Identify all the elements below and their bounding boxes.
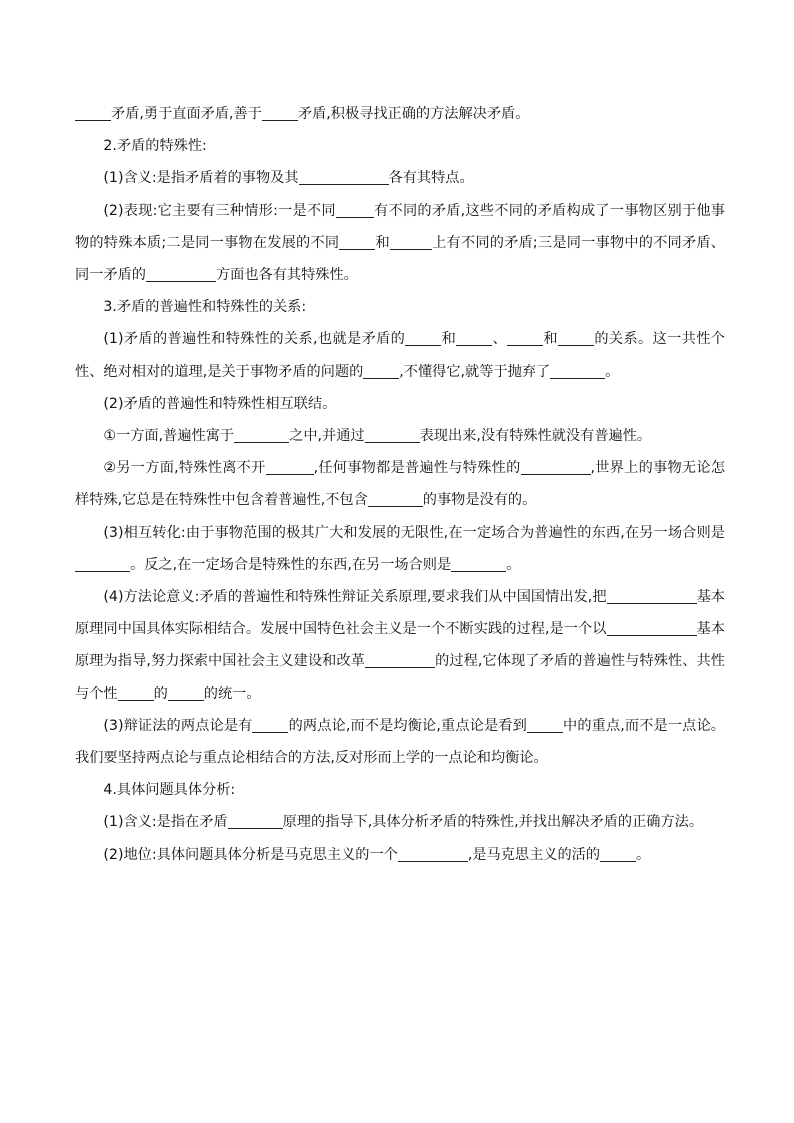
text-segment: 中的重点,而不是一点论。我们要坚持两点论与重点论相结合的方法,反对形而上学的一点论和均衡论。 (75, 717, 725, 767)
text-segment: 矛盾,勇于直面矛盾,善于 (111, 106, 262, 122)
text-segment: 方面也各有其特殊性。 (215, 267, 358, 284)
fill-blank[interactable] (363, 362, 399, 379)
paragraph-3-2a (75, 420, 725, 452)
paragraph-3-1 (75, 323, 725, 387)
text-segment: 的关系。这一共性个性、绝对相对的道理,是关于事物矛盾的问题的 (75, 331, 725, 380)
text-segment: 的两点论,而不是均衡论,重点论是看到 (288, 717, 527, 734)
text-segment: (1)含义:是指在矛盾 (103, 814, 228, 831)
text-segment: 表现出来,没有特殊性就没有普遍性。 (419, 428, 652, 445)
fill-blank[interactable] (600, 845, 636, 862)
paragraph-3-3 (75, 517, 725, 581)
text-segment: ①一方面,普遍性寓于 (103, 428, 235, 445)
fill-blank[interactable] (521, 458, 591, 475)
paragraph-3-4 (75, 581, 725, 710)
text-segment: 、 (492, 331, 508, 348)
fill-blank[interactable] (390, 233, 432, 250)
text-segment: 上有不同的矛盾;三是同一事物中的不同矛盾、同一矛盾的 (75, 234, 725, 284)
text-segment: ,是马克思主义的活的 (467, 846, 601, 863)
text-segment: 和 (375, 234, 390, 251)
text-segment: (1)含义:是指矛盾着的事物及其 (103, 170, 299, 187)
text-segment: (3)辩证法的两点论是有 (103, 717, 253, 734)
text-segment: 基本原理同中国具体实际相结合。发展中国特色社会主义是一个不断实践的过程,是一个以 (75, 589, 725, 638)
text-segment: 原理的指导下,具体分析矛盾的特殊性,并找出解决矛盾的正确方法。 (282, 814, 704, 831)
fill-blank[interactable] (405, 329, 441, 346)
fill-blank[interactable] (507, 329, 543, 346)
paragraph-3-5 (75, 710, 725, 774)
text-segment: 的事物是没有的。 (422, 492, 537, 509)
text-segment: 的统一。 (203, 685, 261, 702)
fill-blank[interactable] (75, 104, 111, 121)
fill-blank[interactable] (299, 168, 389, 185)
worksheet-body (75, 98, 725, 871)
paragraph-3-2: (2)矛盾的普遍性和特殊性相互联结。 (103, 395, 337, 412)
text-segment: 。 (605, 363, 620, 380)
text-segment: 和 (441, 331, 457, 348)
fill-blank[interactable] (118, 684, 154, 701)
fill-blank[interactable] (451, 555, 506, 572)
text-segment: (2)表现:它主要有三种情形:一是不同 (103, 202, 336, 219)
fill-blank[interactable] (456, 329, 492, 346)
text-segment: 和 (543, 331, 558, 348)
fill-blank[interactable] (266, 458, 314, 475)
fill-blank[interactable] (146, 265, 216, 282)
text-segment: ②另一方面,特殊性离不开 (103, 460, 266, 477)
fill-blank[interactable] (262, 104, 298, 121)
fill-blank[interactable] (550, 362, 605, 379)
fill-blank[interactable] (527, 716, 563, 733)
section-heading-4: 4.具体问题具体分析: (103, 782, 236, 799)
text-segment: 各有其特点。 (388, 170, 474, 187)
paragraph-4-1 (75, 806, 725, 838)
text-segment: ,不懂得它,就等于抛弃了 (399, 363, 551, 380)
text-segment: 。 (506, 556, 521, 573)
text-segment: 矛盾,积极寻找正确的方法解决矛盾。 (297, 106, 530, 122)
paragraph-2-2 (75, 195, 725, 292)
text-segment: (4)方法论意义:矛盾的普遍性和特殊性辩证关系原理,要求我们从中国国情出发,把 (103, 589, 607, 606)
paragraph-1 (75, 98, 725, 130)
fill-blank[interactable] (336, 201, 374, 218)
fill-blank[interactable] (339, 233, 375, 250)
fill-blank[interactable] (398, 845, 468, 862)
text-segment: 基本原理为指导,努力探索中国社会主义建设和改革 (75, 621, 725, 670)
text-segment: 。反之,在一定场合是特殊性的东西,在另一场合则是 (130, 556, 452, 573)
fill-blank[interactable] (365, 426, 420, 443)
fill-blank[interactable] (252, 716, 288, 733)
fill-blank[interactable] (234, 426, 289, 443)
text-segment: 有不同的矛盾,这些不同的矛盾构成了一事物区别于他事物的特殊本质;二是同一事物在发展的不同 (75, 202, 725, 251)
section-heading-3: 3.矛盾的普遍性和特殊性的关系: (103, 299, 307, 316)
text-segment: (1)矛盾的普遍性和特殊性的关系,也就是矛盾的 (103, 331, 406, 348)
fill-blank[interactable] (607, 619, 697, 636)
paragraph-2-1 (75, 162, 725, 194)
fill-blank[interactable] (558, 329, 594, 346)
fill-blank[interactable] (368, 490, 423, 507)
section-heading-2: 2.矛盾的特殊性: (103, 138, 207, 155)
fill-blank[interactable] (168, 684, 204, 701)
fill-blank[interactable] (365, 651, 435, 668)
text-segment: (2)地位:具体问题具体分析是马克思主义的一个 (103, 846, 398, 863)
text-segment: ,任何事物都是普遍性与特殊性的 (313, 460, 521, 477)
paragraph-4-2 (75, 839, 725, 871)
fill-blank[interactable] (75, 555, 130, 572)
fill-blank[interactable] (228, 812, 283, 829)
fill-blank[interactable] (607, 587, 697, 604)
text-segment: 的过程,它体现了矛盾的普遍性与特殊性、共性与个性 (75, 653, 725, 702)
text-segment: ,世界上的事物无论怎样特殊,它总是在特殊性中包含着普遍性,不包含 (75, 460, 726, 509)
text-segment: 的 (153, 685, 168, 702)
text-segment: (3)相互转化:由于事物范围的极其广大和发展的无限性,在一定场合为普遍性的东西,在另一场合则是 (103, 524, 725, 541)
text-segment: 。 (636, 846, 651, 863)
paragraph-3-2b (75, 452, 725, 516)
text-segment: 之中,并通过 (289, 428, 365, 445)
